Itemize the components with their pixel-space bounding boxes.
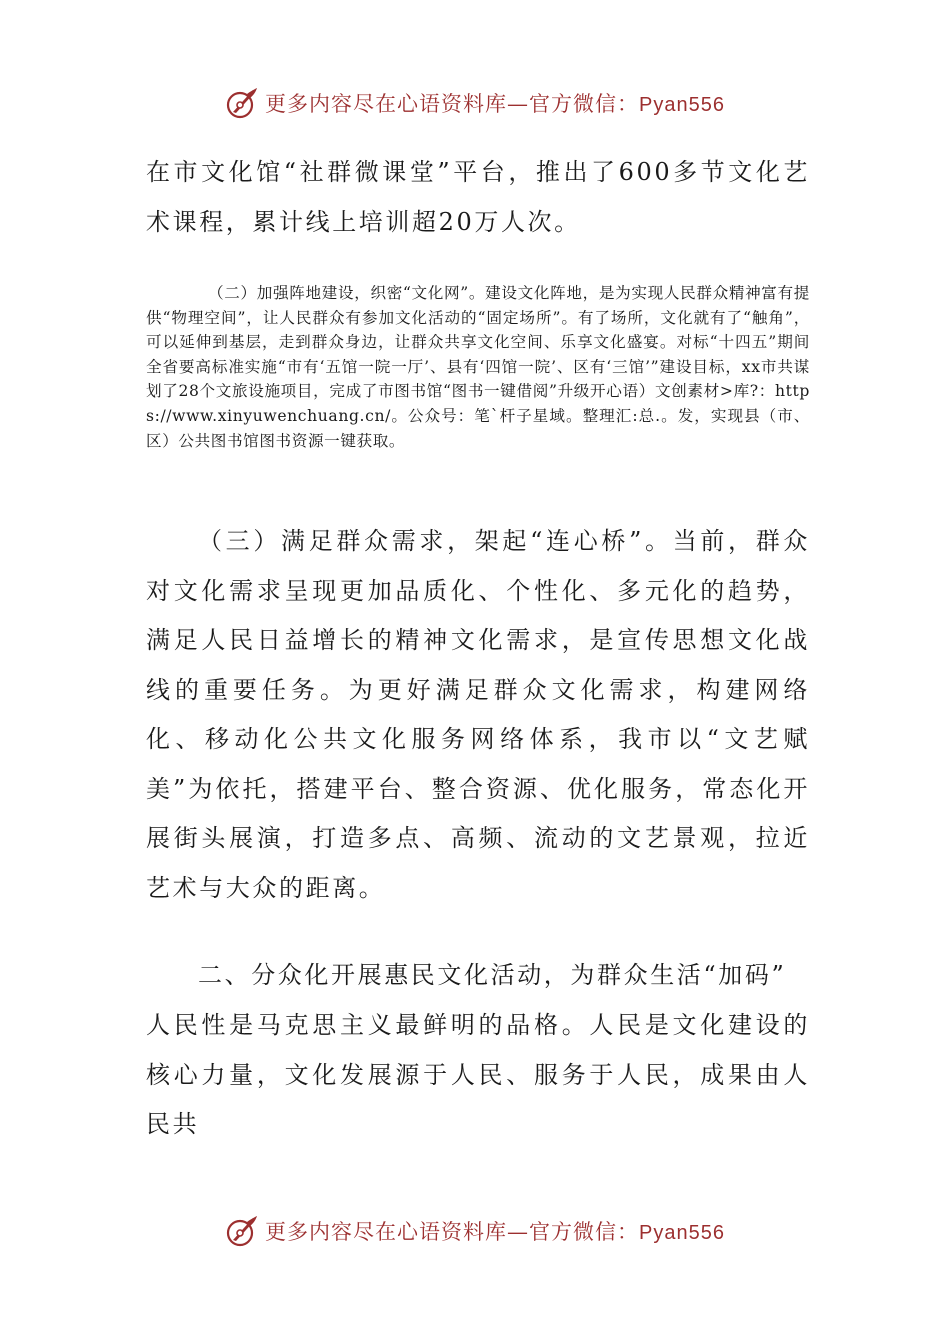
quill-pen-circle-icon <box>225 86 259 120</box>
paragraph-continuation: 在市文化馆“社群微课堂”平台，推出了600多节文化艺术课程，累计线上培训超20万人次。 <box>146 158 810 236</box>
paragraph-section-two: （二）加强阵地建设，织密“文化网”。建设文化阵地，是为实现人民群众精神富有提供“物理空间”，让人民群众有参加文化活动的“固定场所”。有了场所，文化就有了“触角”，可以延伸到基层，走到群众身边，让群众共享文化空间、乐享文化盛宴。对标“十四五”期间全省要高标准实施“市有‘五馆一院一厅’、县有‘四馆一院’、区有‘三馆’”建设目标，xx市共谋划了28个文旅设施项目，完成了市图书馆“图书一键借阅”升级开心语）文创素材>库?：https://www.xinyuwenchuang.cn/。公众号：笔`杆子星域。整理汇:总.。发，实现县（市、区）公共图书馆图书资源一键获取。 <box>146 284 810 450</box>
banner-text: 更多内容尽在心语资料库—官方微信：Pyan556 <box>265 1220 725 1244</box>
wechat-id: Pyan556 <box>639 94 725 116</box>
paragraph-section-body: 人民性是马克思主义最鲜明的品格。人民是文化建设的核心力量，文化发展源于人民、服务于人民，成果由人民共 <box>146 1011 810 1138</box>
banner-text: 更多内容尽在心语资料库—官方微信：Pyan556 <box>265 92 725 116</box>
paragraph-section-three: （三）满足群众需求，架起“连心桥”。当前，群众对文化需求呈现更加品质化、个性化、多元化的趋势，满足人民日益增长的精神文化需求，是宣传思想文化战线的重要任务。为更好满足群众文化需求，构建网络化、移动化公共文化服务网络体系，我市以“文艺赋美”为依托，搭建平台、整合资源、优化服务，常态化开展街头展演，打造多点、高频、流动的文艺景观，拉近艺术与大众的距离。 <box>146 527 810 902</box>
quill-pen-circle-icon <box>225 1214 259 1248</box>
footer-banner <box>0 1206 950 1256</box>
header-banner <box>0 78 950 128</box>
wechat-id: Pyan556 <box>639 1222 725 1244</box>
section-heading: 二、分众化开展惠民文化活动，为群众生活“加码” <box>198 961 787 989</box>
